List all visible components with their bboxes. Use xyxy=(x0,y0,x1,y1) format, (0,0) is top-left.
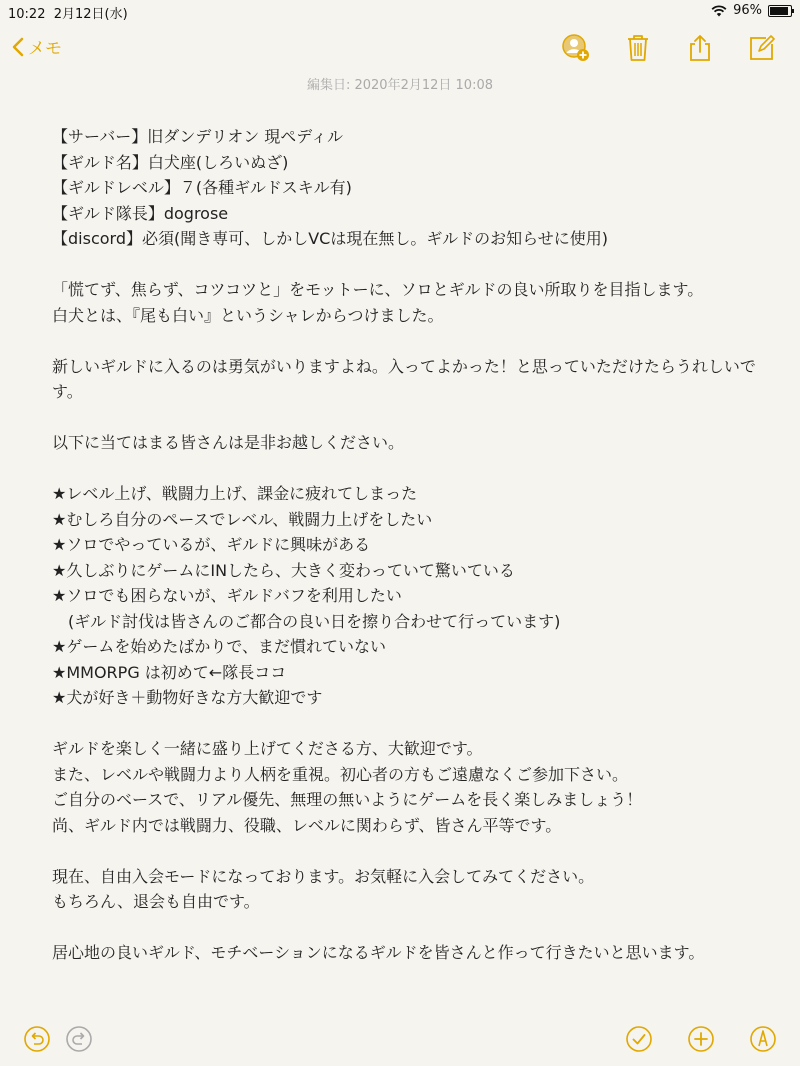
note-block-welcome xyxy=(52,736,762,838)
edited-timestamp: 編集日: 2020年2月12日 10:08 xyxy=(306,78,493,93)
note-line: 以下に当てはまる皆さんは是非お越しください。 xyxy=(52,433,405,452)
note-line: 【ギルドレベル】７(各種ギルドスキル有) xyxy=(52,178,352,197)
note-line: 新しいギルドに入るのは勇気がいりますよね。入ってよかった！と思っていただけたらうれしいです。 xyxy=(52,356,756,401)
trash-button[interactable] xyxy=(622,32,654,64)
list-item: ★むしろ自分のペースでレベル、戦闘力上げをしたい xyxy=(52,509,433,529)
markup-button[interactable] xyxy=(746,1022,780,1056)
note-block-info xyxy=(52,124,762,252)
note-line: 【サーバー】旧ダンデリオン 現ペディル xyxy=(52,127,344,146)
redo-icon xyxy=(65,1025,93,1053)
note-line: もちろん、退会も自由です。 xyxy=(52,892,260,911)
list-item: ★ソロでやっているが、ギルドに興味がある xyxy=(52,535,371,554)
note-block-motto xyxy=(52,277,762,328)
status-date: 2月12日(水) xyxy=(53,7,128,22)
note-line: 【discord】必須(聞き専可、しかしVCは現在無し。ギルドのお知らせに使用) xyxy=(52,229,608,248)
checklist-button[interactable] xyxy=(622,1022,656,1056)
list-item: ★MMORPG は初めて←隊長ココ xyxy=(52,662,287,682)
note-line: ご自分のベースで、リアル優先、無理の無いようにゲームを長く楽しみましょう！ xyxy=(52,790,643,809)
note-line: 白犬とは、『尾も白い』というシャレからつけました。 xyxy=(52,305,444,325)
chevron-left-icon xyxy=(12,37,24,57)
back-label: メモ xyxy=(28,39,62,59)
back-button[interactable] xyxy=(12,34,62,59)
battery-percent: 96% xyxy=(733,3,762,18)
note-line: 尚、ギルド内では戦闘力、役職、レベルに関わらず、皆さん平等です。 xyxy=(52,815,562,835)
nav-bar xyxy=(0,30,800,66)
nav-actions xyxy=(560,32,778,64)
list-item: ★久しぶりにゲームにINしたら、大きく変わっていて驚いている xyxy=(52,560,515,580)
share-button[interactable] xyxy=(684,32,716,64)
note-line: 「慌てず、焦らず、コツコツと」をモットーに、ソロとギルドの良い所取りを目指します。 xyxy=(52,280,704,299)
markup-icon xyxy=(749,1025,777,1053)
status-time: 10:22 2月12日(水) xyxy=(8,7,128,22)
compose-icon xyxy=(748,34,776,62)
note-line: 現在、自由入会モードになっております。お気軽に入会してみてください。 xyxy=(52,866,595,886)
undo-icon xyxy=(23,1025,51,1053)
add-icon xyxy=(687,1025,715,1053)
list-item: (ギルド討伐は皆さんのご都合の良い日を擦り合わせて行っています) xyxy=(52,611,561,631)
add-person-icon xyxy=(560,32,592,64)
trash-icon xyxy=(625,33,651,63)
list-item: ★犬が好き＋動物好きな方大歓迎です xyxy=(52,688,323,707)
note-line: 居心地の良いギルド、モチベーションになるギルドを皆さんと作って行きたいと思います。 xyxy=(52,943,705,962)
list-item: ★ソロでも困らないが、ギルドバフを利用したい xyxy=(52,586,402,605)
wifi-icon xyxy=(711,5,727,17)
checklist-icon xyxy=(625,1025,653,1053)
note-line: また、レベルや戦闘力より人柄を重視。初心者の方もご遠慮なくご参加下さい。 xyxy=(52,764,629,784)
note-block-join xyxy=(52,864,762,915)
share-icon xyxy=(687,33,713,63)
list-item: ★レベル上げ、戦闘力上げ、課金に疲れてしまった xyxy=(52,484,418,503)
list-item: ★ゲームを始めたばかりで、まだ慣れていない xyxy=(52,637,387,656)
note-line: 【ギルド名】白犬座(しろいぬざ) xyxy=(52,152,289,172)
note-line: ギルドを楽しく一緒に盛り上げてくださる方、大歓迎です。 xyxy=(52,739,483,758)
note-line: 【ギルド隊長】dogrose xyxy=(52,203,229,223)
bottom-toolbar xyxy=(0,1022,800,1058)
compose-button[interactable] xyxy=(746,32,778,64)
undo-button[interactable] xyxy=(20,1022,54,1056)
note-block-list xyxy=(52,481,762,711)
battery-icon xyxy=(768,5,792,17)
note-body[interactable] xyxy=(52,124,762,966)
redo-button[interactable] xyxy=(62,1022,96,1056)
add-person-button[interactable] xyxy=(560,32,592,64)
add-button[interactable] xyxy=(684,1022,718,1056)
status-bar xyxy=(0,0,800,22)
status-right xyxy=(711,3,792,18)
